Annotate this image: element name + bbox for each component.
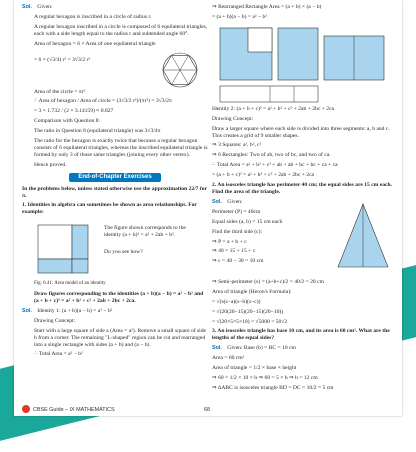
hexagon-figure bbox=[160, 51, 200, 89]
rearranged-figure-row bbox=[212, 24, 398, 106]
text-line: ⇒ c = 40 − 30 = 10 cm bbox=[212, 258, 264, 265]
text-line: ∴ Total Area = a² + b² + c² + ab + ab + bc + bc + ca + ca bbox=[212, 162, 338, 169]
sol-label: Sol. bbox=[22, 307, 32, 314]
text-line: Equal sides (a, b) = 15 cm each bbox=[212, 218, 283, 225]
text-line: ⇒ Semi-perimeter (s) = (a+b+c)/2 = 40/2 = 20 cm bbox=[212, 278, 324, 285]
text-line: ⇒ Rearranged Rectangle Area = (a + b) × (a − b) bbox=[212, 4, 322, 10]
formula: = √(20(20−15)(20−15)(20−10)) bbox=[212, 308, 284, 315]
figure-question: Do you see how? bbox=[104, 249, 143, 256]
sol-row bbox=[212, 199, 324, 206]
sol-label: Sol. bbox=[212, 198, 222, 205]
page-number: 68 bbox=[204, 407, 210, 413]
text-line: ⇒ 60 = 1/2 × 10 × h ⇒ 60 = 5 × h ⇒ h = 12 cm bbox=[212, 374, 318, 381]
text-line: A regular hexagon inscribed in a circle is composed of 6 equilateral triangles, each with a side length equal to the radius r and subtended angle 60°. bbox=[34, 23, 208, 37]
text-line: ⇒ 3 Squares: a², b², c² bbox=[212, 142, 262, 149]
text-line: Given: Base (b) = BC = 10 cm bbox=[227, 345, 296, 352]
isosceles-triangle-figure bbox=[330, 201, 396, 271]
footer-brand: CBSE Guide – IX MATHEMATICS bbox=[33, 407, 115, 413]
identity-figure-row bbox=[22, 219, 208, 281]
text-line: ⇒ ΔABC is isosceles triangle BD = DC = 10/2 = 5 cm bbox=[212, 384, 334, 391]
text-line: The ratio for the hexagon is exactly twice that because a regular hexagon consists of 6 equilateral triangles, whereas the inscribed equilateral triangle is formed by only 3 of those same triangles (joining every other vertex). bbox=[34, 138, 208, 158]
text-line: Area of triangle = 1/2 × base × height bbox=[212, 365, 297, 372]
text-line: ⇒ 6 Rectangles: Two of ab, two of bc, and two of ca. bbox=[212, 152, 331, 159]
formula: = 3 × 1.732 / (2 × 3.14159) ≈ 0.827 bbox=[34, 108, 114, 115]
brand-logo-icon bbox=[22, 405, 30, 413]
exercise-intro: In the problems below, unless stated otherwise use the approximation 22/7 for π. bbox=[22, 185, 207, 199]
text-line: ⇒ P = a + b + c bbox=[212, 238, 247, 245]
text-line: The ratio in Question 8 (equilateral triangle) was 3√3/4π bbox=[34, 128, 161, 135]
area-model-figure bbox=[34, 221, 94, 275]
text-line: Comparison with Question 8: bbox=[34, 118, 101, 125]
page-footer bbox=[14, 402, 402, 416]
sol-label: Sol. bbox=[22, 4, 32, 10]
formula: ∴ Area of hexagon / Area of circle = (3√3/2 r²)/(πr²) = 3√3/2π bbox=[34, 98, 172, 105]
sol-row bbox=[212, 345, 398, 352]
left-column bbox=[22, 0, 208, 361]
question-2: 2. An isosceles triangle has perimeter 40 cm; the equal sides are 15 cm each. Find the area of the triangle. bbox=[212, 182, 393, 195]
section-banner: End-of-Chapter Exercises bbox=[69, 173, 161, 182]
text-line: Area of triangle (Heron's Formula): bbox=[212, 288, 292, 295]
text-line: ⇒ 40 = 15 + 15 + c bbox=[212, 248, 256, 255]
sol-label: Sol. bbox=[212, 345, 222, 352]
solution-2-block bbox=[212, 199, 398, 279]
formula: = 6 × (√3/4) r² = 3√3/2 r² bbox=[34, 56, 91, 63]
sol-given-row bbox=[22, 4, 208, 11]
text-line: Area of the circle = πr² bbox=[34, 88, 86, 95]
text-line: ∴ Total Area = a² − b² bbox=[34, 351, 83, 358]
text-line: = (a + b)(a − b) = a² − b² bbox=[212, 13, 268, 20]
text-line: Area = 60 cm² bbox=[212, 355, 245, 362]
text-line: Start with a large square of side a (Area = a²). Remove a small square of side b from a corner. The remaining "L-shaped" region can be cut and rearranged into a single rectangle with sides (a + b) and (a − b). bbox=[34, 327, 207, 348]
figure-caption: Fig. 6.41: Area model of an identity bbox=[34, 281, 106, 287]
text-line: Draw a larger square where each side is divided into three segments: a, b and c. This creates a grid of 9 smaller shapes. bbox=[212, 125, 390, 139]
text-line: Find the third side (c): bbox=[212, 228, 263, 235]
formula: = √(20×5×5×10) = √5000 = 50√2 bbox=[212, 318, 288, 325]
question-3: 3. An isosceles triangle has base 10 cm, and its area is 60 cm². What are the lengths of the equal sides? bbox=[212, 328, 390, 342]
solution-2-text bbox=[212, 199, 324, 268]
book-page bbox=[14, 0, 402, 416]
text-line: Drawing Concept: bbox=[212, 115, 254, 122]
text-line: Hence proved. bbox=[34, 161, 67, 168]
question-1b: Draw figures corresponding to the identities (a + b)(a − b) = a² − b² and (a + b + c)² = a² + b² + c² + 2ab + 2bc + 2ca. bbox=[34, 291, 204, 305]
text-line: Perimeter (P) = 40cm bbox=[212, 208, 261, 215]
figure-text: The figure shown corresponds to the identity (a + b)² = a² + 2ab + b². bbox=[104, 225, 186, 239]
text-line: Drawing Concept: bbox=[34, 317, 76, 324]
rearranged-rectangle-figure bbox=[218, 24, 388, 106]
text-line: A regular hexagon is inscribed in a circle of radius r. bbox=[34, 13, 152, 20]
given-label: Given: bbox=[37, 4, 53, 10]
text-line: Area of hexagon = 6 × Area of one equilateral triangle bbox=[34, 40, 156, 47]
given-label: Given: bbox=[227, 198, 243, 205]
sol-row bbox=[22, 308, 208, 315]
hexagon-row bbox=[22, 51, 208, 89]
identity-2: Identity 2: (a + b + c)² = a² + b² + c² + 2ab + 2bc + 2ca bbox=[212, 105, 335, 112]
right-column bbox=[212, 0, 398, 395]
identity-1: Identity 1: (a + b)(a − b) = a² − b² bbox=[37, 307, 113, 314]
formula: = √(s(s−a)(s−b)(s−c)) bbox=[212, 298, 261, 305]
text-line: = (a + b + c)² = a² + b² + c² + 2ab + 2bc + 2ca bbox=[212, 172, 315, 179]
question-1: 1. Identities in algebra can sometimes be shown as area relationships. For example: bbox=[22, 202, 197, 216]
